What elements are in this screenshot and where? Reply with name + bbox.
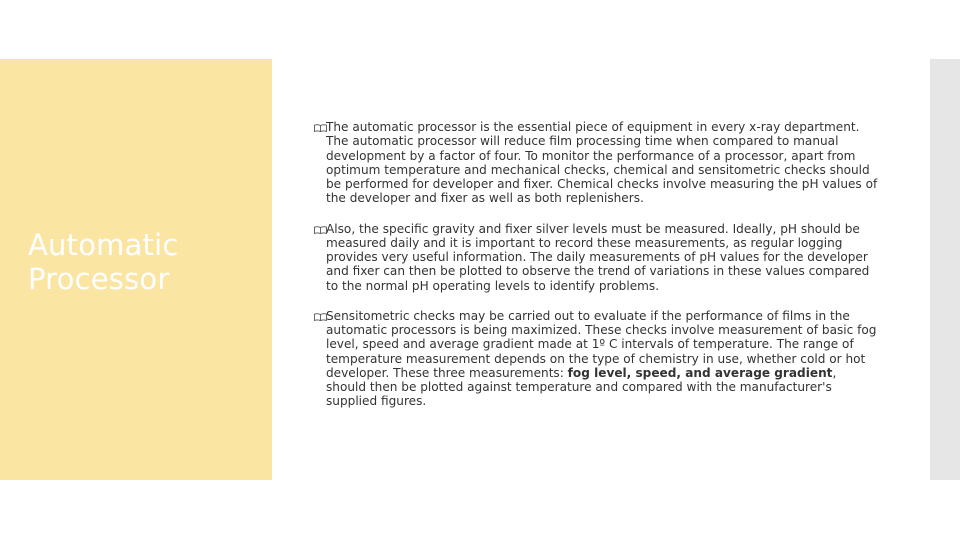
bullet-text-bold: fog level, speed, and average gradient [567, 365, 833, 380]
slide-title-line-2: Processor [28, 261, 170, 296]
slide-title-line-1: Automatic [28, 228, 179, 262]
bullet-text-before: Sensitometric checks may be carried out to evaluate if the performance of films in the automatic processors is being maximized. These checks involve measurement of basic fog level, speed and average gradient made at 1º C intervals of temperature. The range of temperature measurement depends on the type of chemistry in use, whether cold or hot developer. These three measurements: [326, 308, 877, 380]
book-icon [314, 124, 327, 132]
book-icon [314, 226, 327, 234]
right-edge-strip [930, 59, 960, 480]
bullet-text-after: , should then be plotted against temperature and compared with the manufacturer's supplied figures. [326, 365, 837, 409]
bullet-item-3 [314, 309, 880, 409]
bullet-text: The automatic processor is the essential piece of equipment in every x-ray department. The automatic processor will reduce film processing time when compared to manual development by a factor of four. To monitor the performance of a processor, apart from optimum temperature and mechanical checks, chemical and sensitometric checks should be performed for developer and fixer. Chemical checks involve measuring the pH values of the developer and fixer as well as both replenishers. [326, 120, 878, 206]
bullet-list [314, 120, 880, 425]
book-icon [314, 313, 327, 321]
bullet-text: Also, the specific gravity and fixer silver levels must be measured. Ideally, pH should be measured daily and it is important to record these measurements, as regular logging provides very useful information. The daily measurements of pH values for the developer and fixer can then be plotted to observe the trend of variations in these values compared to the normal pH operating levels to identify problems. [326, 221, 870, 293]
bullet-item-1 [314, 120, 880, 206]
slide-title [28, 229, 268, 296]
bullet-item-2 [314, 222, 880, 293]
